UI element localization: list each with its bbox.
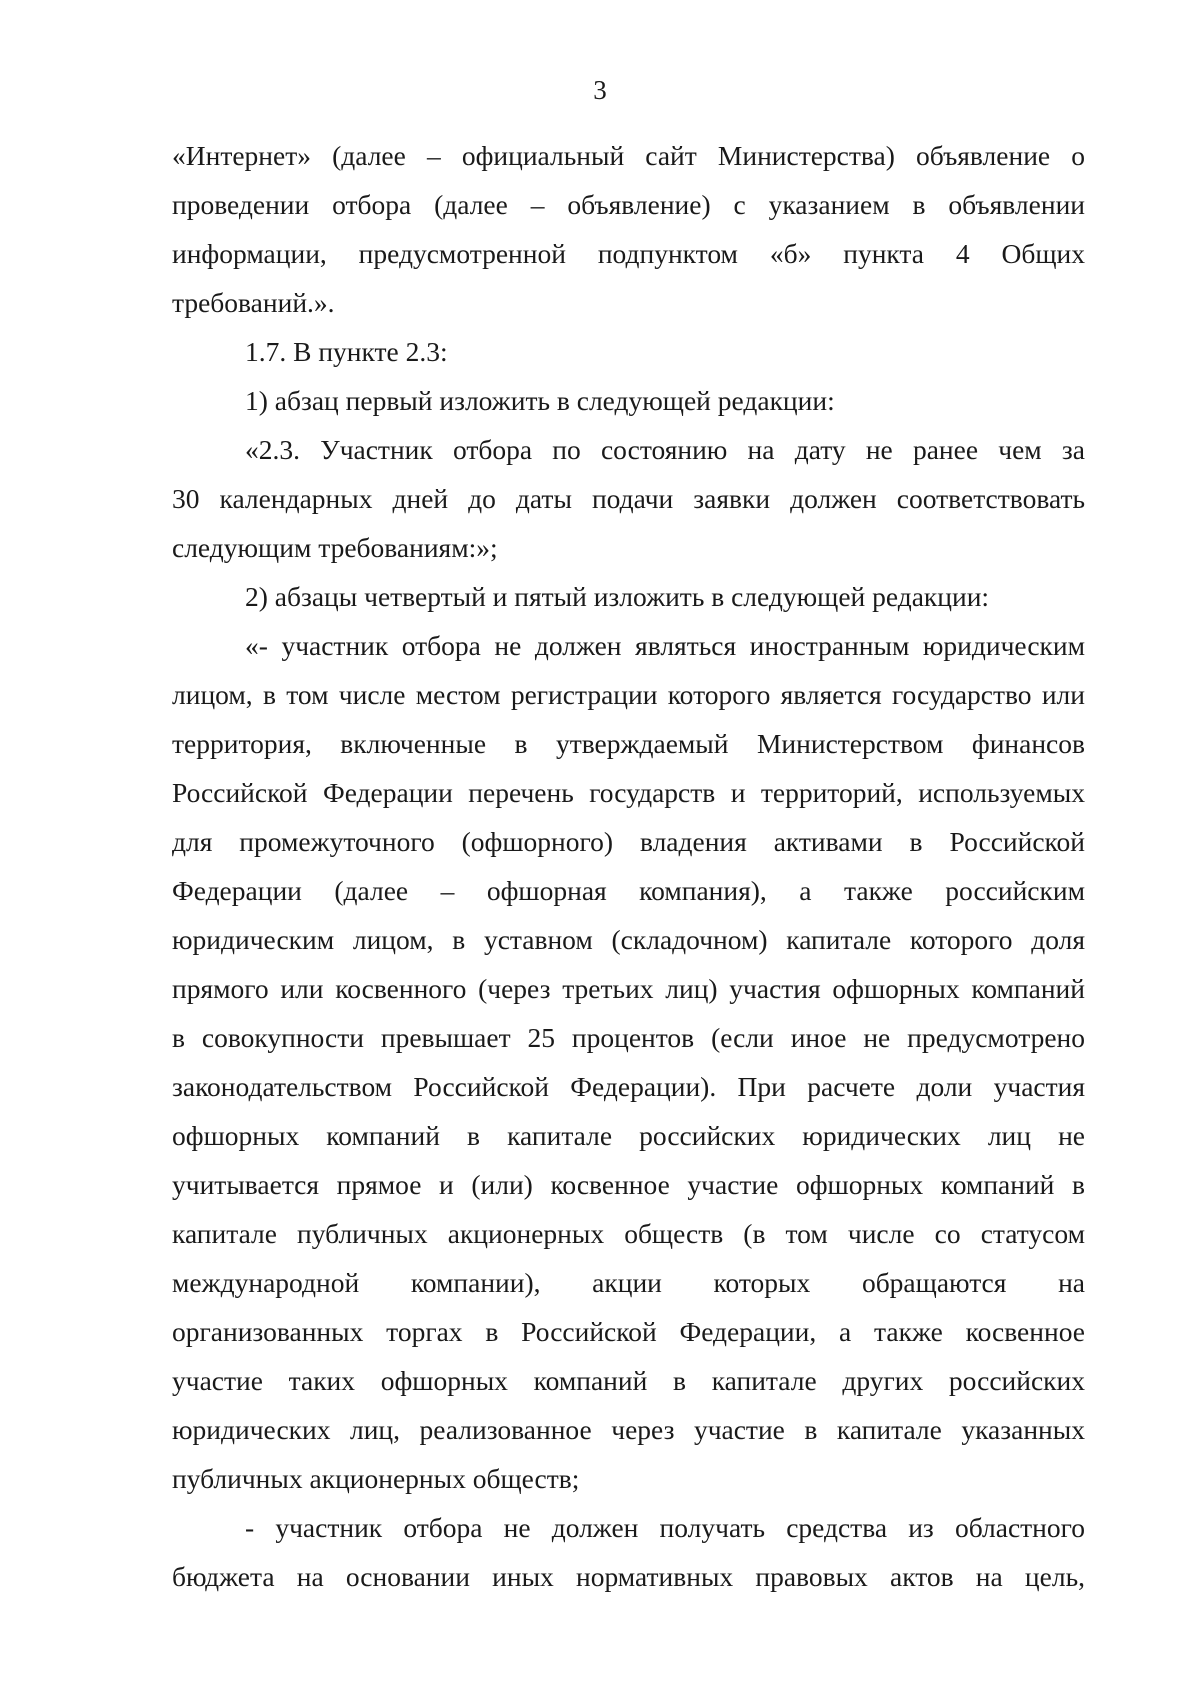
text-line: юридическим лицом, в уставном (складочном) капитале которого доля [172, 924, 1085, 955]
text-line: Федерации (далее – офшорная компания), а также российским [172, 875, 1085, 906]
text-line: информации, предусмотренной подпунктом «б» пункта 4 Общих [172, 238, 1085, 269]
text-line: - участник отбора не должен получать средства из областного [245, 1512, 1085, 1543]
text-line: учитывается прямое и (или) косвенное участие офшорных компаний в [172, 1169, 1085, 1200]
text-line: 30 календарных дней до даты подачи заявки должен соответствовать [172, 483, 1085, 514]
text-line: в совокупности превышает 25 процентов (если иное не предусмотрено [172, 1022, 1085, 1053]
text-line: для промежуточного (офшорного) владения активами в Российской [172, 826, 1085, 857]
text-line: офшорных компаний в капитале российских юридических лиц не [172, 1120, 1085, 1151]
text-line: проведении отбора (далее – объявление) с указанием в объявлении [172, 189, 1085, 220]
text-line: международной компании), акции которых обращаются на [172, 1267, 1085, 1298]
text-line: требований.». [172, 287, 335, 318]
text-line: капитале публичных акционерных обществ (в том числе со статусом [172, 1218, 1085, 1249]
text-line: Российской Федерации перечень государств и территорий, используемых [172, 777, 1085, 808]
text-line: публичных акционерных обществ; [172, 1463, 580, 1494]
text-line: законодательством Российской Федерации). При расчете доли участия [172, 1071, 1085, 1102]
text-line: бюджета на основании иных нормативных правовых актов на цель, [172, 1561, 1085, 1592]
text-line: участие таких офшорных компаний в капитале других российских [172, 1365, 1085, 1396]
text-line: прямого или косвенного (через третьих лиц) участия офшорных компаний [172, 973, 1085, 1004]
text-line: следующим требованиям:»; [172, 532, 498, 563]
text-line: 1) абзац первый изложить в следующей редакции: [245, 385, 835, 416]
text-line: юридических лиц, реализованное через участие в капитале указанных [172, 1414, 1085, 1445]
text-line: 2) абзацы четвертый и пятый изложить в следующей редакции: [245, 581, 990, 612]
text-line: «Интернет» (далее – официальный сайт Министерства) объявление о [172, 140, 1085, 171]
text-line: лицом, в том числе местом регистрации которого является государство или [172, 679, 1085, 710]
text-line: «2.3. Участник отбора по состоянию на дату не ранее чем за [245, 434, 1085, 465]
document-body [172, 138, 1085, 1608]
text-line: территория, включенные в утверждаемый Министерством финансов [172, 728, 1085, 759]
page-number: 3 [593, 75, 607, 105]
text-line: 1.7. В пункте 2.3: [245, 336, 448, 367]
text-line: организованных торгах в Российской Федерации, а также косвенное [172, 1316, 1085, 1347]
text-line: «- участник отбора не должен являться иностранным юридическим [245, 630, 1085, 661]
